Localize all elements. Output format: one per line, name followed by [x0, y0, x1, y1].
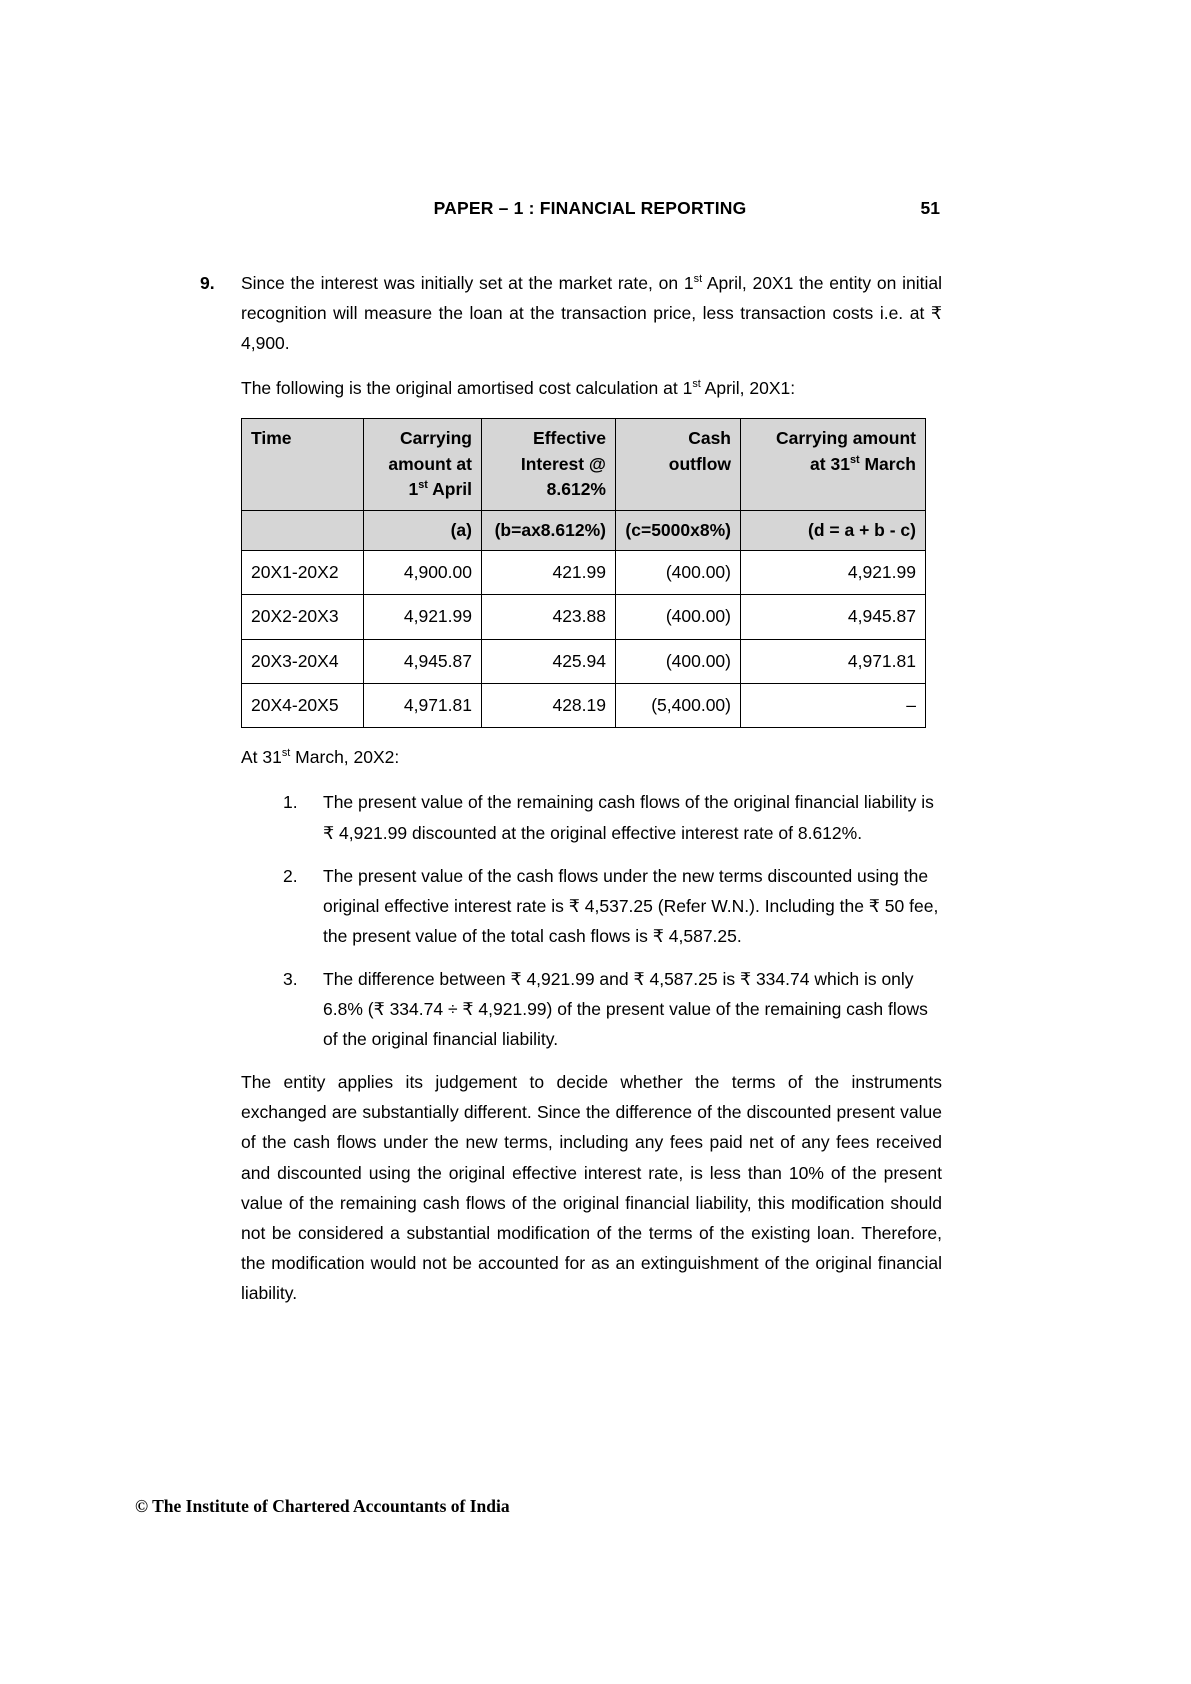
table-cell: 20X4-20X5 [242, 684, 364, 728]
paragraph-at-march: At 31st March, 20X2: [241, 747, 400, 768]
table-cell: 4,971.81 [741, 639, 926, 683]
formula-cell: (d = a + b - c) [741, 510, 926, 550]
table-header-row [242, 419, 926, 510]
column-header: Effective Interest @ 8.612% [482, 419, 616, 510]
table-cell: 4,971.81 [364, 684, 482, 728]
column-header: Cash outflow [616, 419, 741, 510]
table-cell: 20X3-20X4 [242, 639, 364, 683]
table-cell: 4,900.00 [364, 550, 482, 594]
page-number: 51 [920, 198, 940, 218]
list-item-number: 3. [283, 968, 298, 989]
column-header: Carrying amount at 31st March [741, 419, 926, 510]
list-item-text: The present value of the cash flows under the new terms discounted using the original effective interest rate is ₹ 4,537.25 (Refer W.N.). Including the ₹ 50 fee, the present value of the total cash flows is ₹ 4,587.25. [323, 865, 939, 946]
numbered-list [241, 787, 942, 1054]
table-cell: (400.00) [616, 595, 741, 639]
table-row [242, 595, 926, 639]
list-item [241, 861, 942, 951]
formula-cell: (a) [364, 510, 482, 550]
list-item-text: The present value of the remaining cash flows of the original financial liability is ₹ 4,921.99 discounted at the original effective interest rate of 8.612%. [323, 792, 934, 843]
table-cell: 428.19 [482, 684, 616, 728]
paragraph-initial-recognition: Since the interest was initially set at the market rate, on 1st April, 20X1 the entity on initial recognition will measure the loan at the transaction price, less transaction costs i.e. at ₹ 4,900. [241, 273, 943, 354]
list-item [241, 964, 942, 1054]
column-header: Time [242, 419, 364, 510]
table-head [242, 419, 926, 551]
table-cell: 20X2-20X3 [242, 595, 364, 639]
formula-cell: (b=ax8.612%) [482, 510, 616, 550]
table-cell: 421.99 [482, 550, 616, 594]
table-cell: 20X1-20X2 [242, 550, 364, 594]
table-cell: 425.94 [482, 639, 616, 683]
table-cell: 4,921.99 [741, 550, 926, 594]
table-cell: 4,945.87 [364, 639, 482, 683]
column-header: Carrying amount at 1st April [364, 419, 482, 510]
formula-cell [242, 510, 364, 550]
paragraph-table-intro: The following is the original amortised cost calculation at 1st April, 20X1: [241, 378, 796, 399]
amortised-cost-table [241, 418, 926, 728]
footer-copyright: © The Institute of Chartered Accountants of India [135, 1496, 510, 1516]
table-row [242, 550, 926, 594]
item-9 [200, 268, 942, 1323]
table-cell: 4,945.87 [741, 595, 926, 639]
table-cell: 423.88 [482, 595, 616, 639]
table-formula-row [242, 510, 926, 550]
list-item-number: 1. [283, 792, 298, 813]
page-header [240, 198, 940, 219]
table-cell: 4,921.99 [364, 595, 482, 639]
formula-cell: (c=5000x8%) [616, 510, 741, 550]
paragraph-conclusion: The entity applies its judgement to decide whether the terms of the instruments exchanged are substantially different. Since the difference of the discounted present value of the cash flows under the new terms, including any fees paid net of any fees received and discounted using the original effective interest rate, is less than 10% of the present value of the remaining cash flows of the original financial liability, this modification should not be considered a substantial modification of the terms of the existing loan. Therefore, the modification would not be accounted for as an extinguishment of the original financial liability. [241, 1072, 942, 1303]
list-item-number: 2. [283, 865, 298, 886]
table-cell: (400.00) [616, 550, 741, 594]
table-cell: (5,400.00) [616, 684, 741, 728]
table-row [242, 684, 926, 728]
page-content [200, 268, 942, 1323]
page-title: PAPER – 1 : FINANCIAL REPORTING [433, 198, 747, 218]
list-item [241, 787, 942, 847]
table-body [242, 550, 926, 728]
list-item-text: The difference between ₹ 4,921.99 and ₹ 4,587.25 is ₹ 334.74 which is only 6.8% (₹ 334.74 ÷ ₹ 4,921.99) of the present value of the remaining cash flows of the original financial liability. [323, 968, 928, 1050]
table-cell: – [741, 684, 926, 728]
table-cell: (400.00) [616, 639, 741, 683]
item-number: 9. [200, 273, 215, 293]
table-row [242, 639, 926, 683]
item-body [241, 268, 942, 1323]
